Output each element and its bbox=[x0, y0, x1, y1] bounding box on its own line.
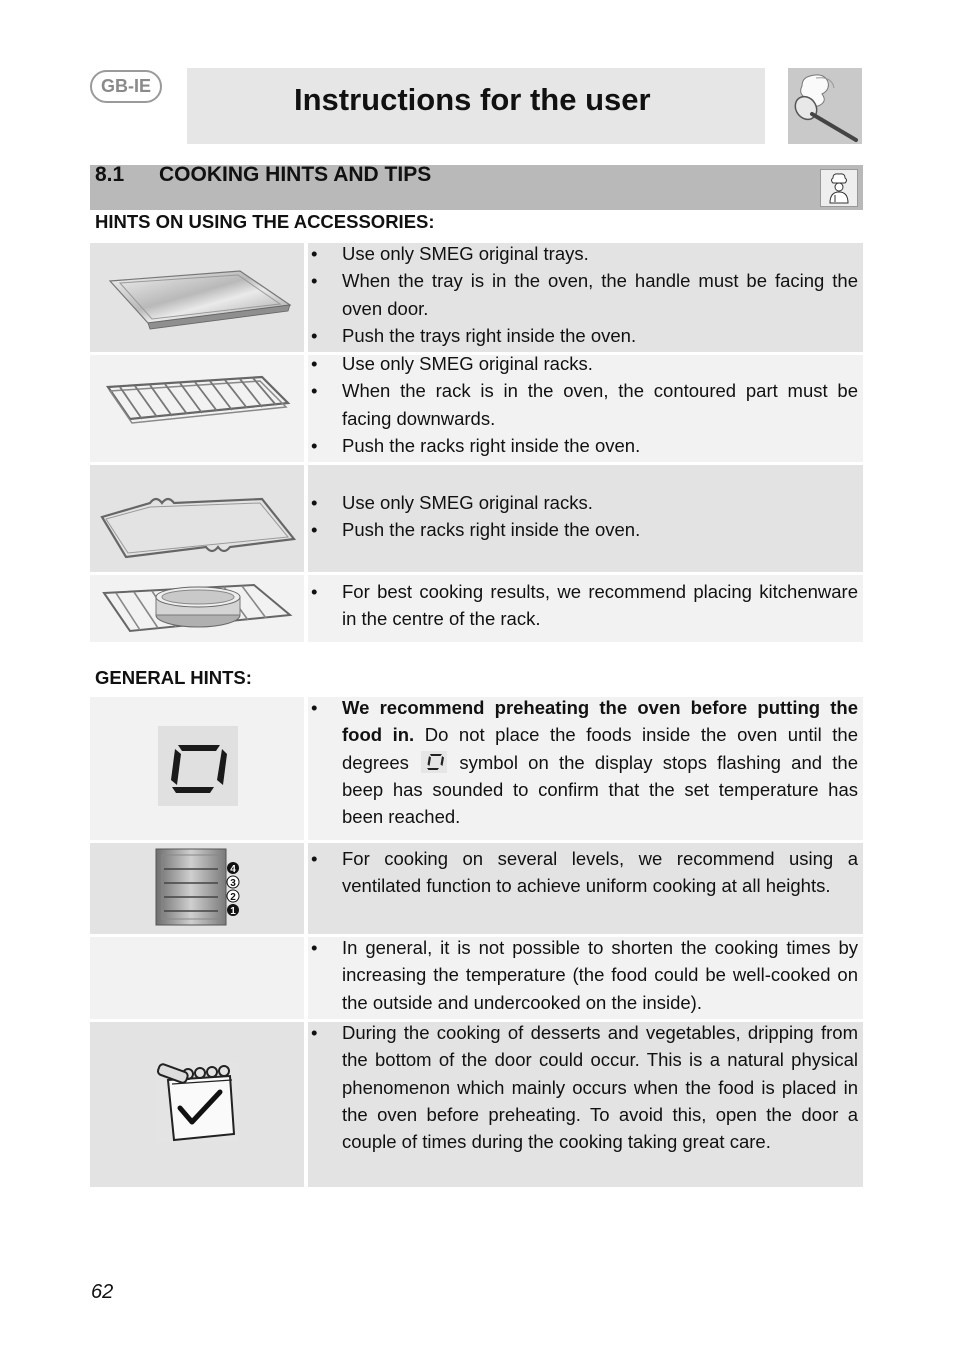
rack-frame-image-cell bbox=[90, 465, 304, 572]
list-item: • When the rack is in the oven, the contoured part must be facing downwards. bbox=[308, 377, 858, 432]
baking-tray-icon bbox=[90, 243, 304, 352]
empty-image-cell bbox=[90, 937, 304, 1019]
rack-with-pan-icon bbox=[90, 575, 304, 642]
notepad-check-icon bbox=[90, 1022, 304, 1187]
language-badge: GB-IE bbox=[90, 70, 162, 103]
level-number: 4 bbox=[230, 864, 236, 875]
list-item: • Use only SMEG original racks. bbox=[308, 489, 858, 516]
tray-hints bbox=[308, 243, 863, 352]
oven-levels-image-cell bbox=[90, 843, 304, 934]
list-item: • Use only SMEG original trays. bbox=[308, 240, 858, 267]
rack-hints bbox=[308, 355, 863, 462]
display-digit-icon bbox=[90, 697, 304, 840]
chef-icon bbox=[820, 169, 858, 207]
notepad-image-cell bbox=[90, 1022, 304, 1187]
section-number: 8.1 bbox=[95, 163, 125, 186]
preheat-bold-text: We recommend preheating the oven before putting the food in. bbox=[342, 697, 858, 746]
rack-frame-hints bbox=[308, 465, 863, 572]
list-item: • In general, it is not possible to shorten the cooking times by increasing the temperature (the food could be well-cooked on the outside and undercooked on the inside). bbox=[308, 934, 858, 1016]
spoon-chef-logo-icon bbox=[788, 68, 862, 144]
list-item: • For best cooking results, we recommend placing kitchenware in the centre of the rack. bbox=[308, 578, 858, 633]
rack-pan-hints bbox=[308, 575, 863, 642]
section-title: COOKING HINTS AND TIPS bbox=[159, 163, 432, 186]
list-item: • Push the trays right inside the oven. bbox=[308, 322, 858, 349]
tray-image-cell bbox=[90, 243, 304, 352]
page-title: Instructions for the user bbox=[294, 82, 651, 117]
oven-rack-icon bbox=[90, 355, 304, 462]
temperature-hints bbox=[308, 937, 863, 1019]
accessories-heading: HINTS ON USING THE ACCESSORIES: bbox=[95, 211, 435, 232]
list-item: • During the cooking of desserts and vegetables, dripping from the bottom of the door could occur. This is a natural physical phenomenon which mainly occurs when the food is placed in the oven before preheating. To avoid this, open the door a couple of times during the cooking taking great care. bbox=[308, 1019, 858, 1155]
page-number: 62 bbox=[91, 1281, 114, 1303]
rack-image-cell bbox=[90, 355, 304, 462]
rack-pan-image-cell bbox=[90, 575, 304, 642]
oven-levels-icon bbox=[90, 843, 304, 934]
display-image-cell bbox=[90, 697, 304, 840]
list-item: • Push the racks right inside the oven. bbox=[308, 516, 858, 543]
preheat-hints bbox=[308, 697, 863, 840]
levels-hints bbox=[308, 843, 863, 934]
general-hints-heading: GENERAL HINTS: bbox=[95, 667, 252, 688]
list-item: • For cooking on several levels, we recommend using a ventilated function to achieve uniform cooking at all heights. bbox=[308, 845, 858, 900]
level-number: 1 bbox=[230, 906, 236, 917]
degrees-symbol-icon bbox=[421, 751, 447, 773]
level-number: 3 bbox=[230, 878, 236, 889]
dripping-hints bbox=[308, 1022, 863, 1187]
list-item: • When the tray is in the oven, the handle must be facing the oven door. bbox=[308, 267, 858, 322]
preheat-text-after: symbol on the display stops flashing and the beep has sounded to confirm that the set temperature has been reached. bbox=[342, 751, 858, 828]
rack-frame-icon bbox=[90, 465, 304, 572]
list-item bbox=[308, 694, 858, 830]
list-item: • Use only SMEG original racks. bbox=[308, 350, 858, 377]
preheat-text-before: Do not place the foods inside the oven until the degrees bbox=[342, 724, 858, 773]
level-number: 2 bbox=[230, 892, 236, 903]
list-item: • Push the racks right inside the oven. bbox=[308, 432, 858, 459]
